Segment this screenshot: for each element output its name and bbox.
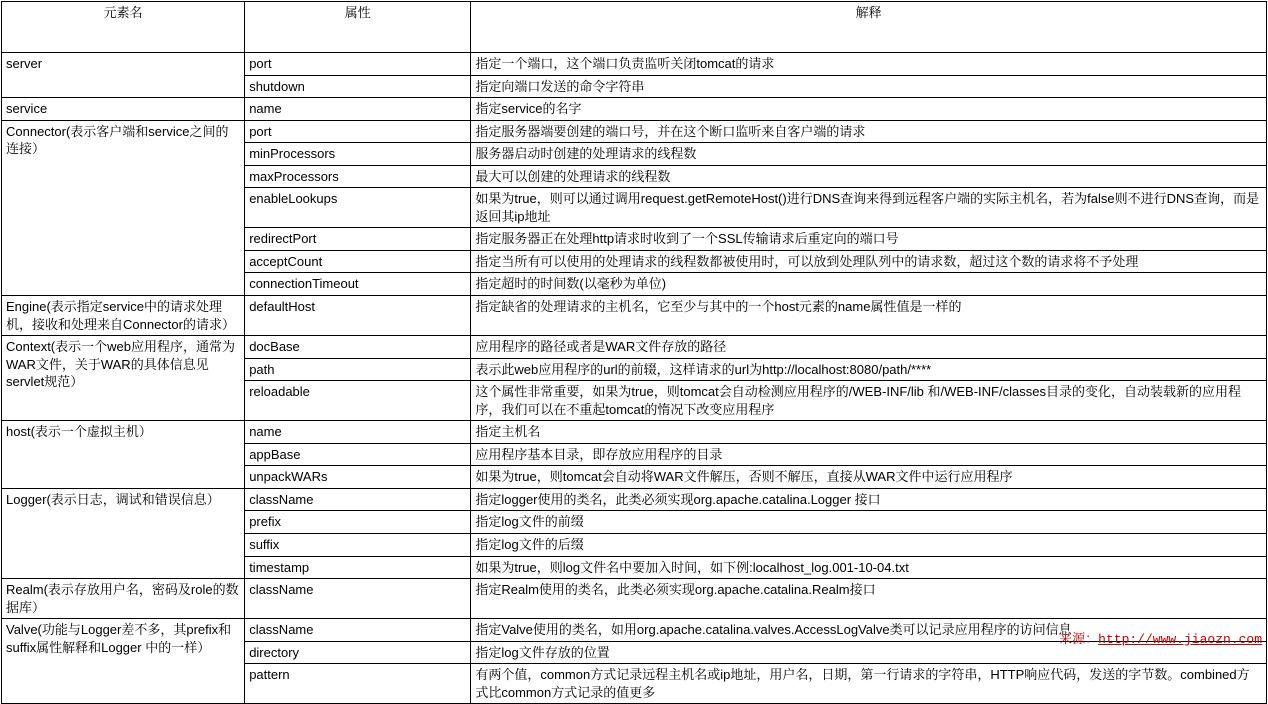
attribute-description-cell: 指定service的名字 — [471, 98, 1267, 121]
attribute-description-cell: 指定当所有可以使用的处理请求的线程数都被使用时，可以放到处理队列中的请求数，超过这个数的请求将不予处理 — [471, 250, 1267, 273]
attribute-description-cell: 指定logger使用的类名，此类必须实现org.apache.catalina.Logger 接口 — [471, 488, 1267, 511]
attribute-name-cell: className — [245, 579, 471, 619]
element-name-cell: Connector(表示客户端和service之间的连接） — [2, 120, 245, 295]
attribute-description-cell: 有两个值，common方式记录远程主机名或ip地址，用户名，日期，第一行请求的字符串，HTTP响应代码，发送的字节数。combined方式比common方式记录的值更多 — [471, 664, 1267, 704]
attribute-description-cell: 应用程序的路径或者是WAR文件存放的路径 — [471, 336, 1267, 359]
attribute-description-cell: 这个属性非常重要，如果为true，则tomcat会自动检测应用程序的/WEB-INF/lib 和/WEB-INF/classes目录的变化，自动装载新的应用程序，我们可以在不重起tomcat的惰况下改变应用程序 — [471, 381, 1267, 421]
attribute-description-cell: 指定服务器正在处理http请求时收到了一个SSL传输请求后重定向的端口号 — [471, 228, 1267, 251]
attribute-name-cell: className — [245, 488, 471, 511]
table-row — [2, 120, 1267, 143]
attribute-name-cell: reloadable — [245, 381, 471, 421]
attribute-description-cell: 如果为true，则可以通过调用request.getRemoteHost()进行DNS查询来得到远程客户端的实际主机名，若为false则不进行DNS查询，而是返回其ip地址 — [471, 188, 1267, 228]
attribute-description-cell: 指定一个端口，这个端口负责监听关闭tomcat的请求 — [471, 53, 1267, 76]
attribute-name-cell: className — [245, 619, 471, 642]
attribute-description-cell: 服务器启动时创建的处理请求的线程数 — [471, 143, 1267, 166]
attribute-description-cell: 指定超时的时间数(以毫秒为单位) — [471, 273, 1267, 296]
attribute-name-cell: port — [245, 53, 471, 76]
attribute-name-cell: enableLookups — [245, 188, 471, 228]
attribute-description-cell: 指定主机名 — [471, 421, 1267, 444]
attribute-name-cell: redirectPort — [245, 228, 471, 251]
attribute-name-cell: maxProcessors — [245, 165, 471, 188]
element-name-cell: Context(表示一个web应用程序，通常为WAR文件，关于WAR的具体信息见servlet规范） — [2, 336, 245, 421]
table-header-row — [2, 2, 1267, 53]
attribute-description-cell: 最大可以创建的处理请求的线程数 — [471, 165, 1267, 188]
table-row — [2, 336, 1267, 359]
attribute-name-cell: docBase — [245, 336, 471, 359]
attribute-description-cell: 指定Valve使用的类名，如用org.apache.catalina.valves.AccessLogValve类可以记录应用程序的访问信息 — [471, 619, 1267, 642]
attribute-description-cell: 如果为true，则log文件名中要加入时间，如下例:localhost_log.001-10-04.txt — [471, 556, 1267, 579]
attribute-name-cell: pattern — [245, 664, 471, 704]
attribute-name-cell: shutdown — [245, 75, 471, 98]
attribute-description-cell: 指定log文件的后缀 — [471, 534, 1267, 557]
column-header-attribute: 属性 — [245, 2, 471, 53]
table-row — [2, 488, 1267, 511]
source-label: 来源： — [1059, 632, 1099, 647]
table-row — [2, 53, 1267, 76]
attribute-description-cell: 应用程序基本目录，即存放应用程序的目录 — [471, 443, 1267, 466]
attribute-description-cell: 表示此web应用程序的url的前辍，这样请求的url为http://localhost:8080/path/**** — [471, 358, 1267, 381]
attribute-name-cell: timestamp — [245, 556, 471, 579]
attribute-name-cell: suffix — [245, 534, 471, 557]
attribute-name-cell: appBase — [245, 443, 471, 466]
element-name-cell: Valve(功能与Logger差不多，其prefix和suffix属性解释和Logger 中的一样） — [2, 619, 245, 704]
attribute-description-cell: 指定缺省的处理请求的主机名，它至少与其中的一个host元素的name属性值是一样的 — [471, 296, 1267, 336]
attribute-description-cell: 指定向端口发送的命令字符串 — [471, 75, 1267, 98]
column-header-element: 元素名 — [2, 2, 245, 53]
tomcat-config-table — [1, 1, 1267, 704]
attribute-name-cell: prefix — [245, 511, 471, 534]
attribute-description-cell: 指定log文件存放的位置 — [471, 641, 1267, 664]
table-header — [2, 2, 1267, 53]
attribute-name-cell: name — [245, 421, 471, 444]
attribute-name-cell: minProcessors — [245, 143, 471, 166]
element-name-cell: server — [2, 53, 245, 98]
column-header-description: 解释 — [471, 2, 1267, 53]
attribute-name-cell: acceptCount — [245, 250, 471, 273]
table-row — [2, 579, 1267, 619]
attribute-name-cell: connectionTimeout — [245, 273, 471, 296]
element-name-cell: service — [2, 98, 245, 121]
attribute-description-cell: 指定log文件的前缀 — [471, 511, 1267, 534]
source-url[interactable]: http://www.jiaozn.com — [1098, 632, 1262, 647]
element-name-cell: Logger(表示日志，调试和错误信息） — [2, 488, 245, 578]
element-name-cell: Realm(表示存放用户名，密码及role的数据库） — [2, 579, 245, 619]
element-name-cell: host(表示一个虚拟主机） — [2, 421, 245, 489]
attribute-name-cell: directory — [245, 641, 471, 664]
element-name-cell: Engine(表示指定service中的请求处理机，接收和处理来自Connector的请求） — [2, 296, 245, 336]
attribute-description-cell: 指定Realm使用的类名，此类必须实现org.apache.catalina.Realm接口 — [471, 579, 1267, 619]
source-watermark — [1059, 628, 1262, 647]
attribute-name-cell: defaultHost — [245, 296, 471, 336]
attribute-description-cell: 指定服务器端要创建的端口号，并在这个断口监听来自客户端的请求 — [471, 120, 1267, 143]
attribute-name-cell: path — [245, 358, 471, 381]
table-row — [2, 296, 1267, 336]
attribute-name-cell: name — [245, 98, 471, 121]
table-row — [2, 98, 1267, 121]
attribute-description-cell: 如果为true，则tomcat会自动将WAR文件解压，否则不解压，直接从WAR文件中运行应用程序 — [471, 466, 1267, 489]
table-row — [2, 421, 1267, 444]
attribute-name-cell: port — [245, 120, 471, 143]
attribute-name-cell: unpackWARs — [245, 466, 471, 489]
table-body — [2, 53, 1267, 704]
